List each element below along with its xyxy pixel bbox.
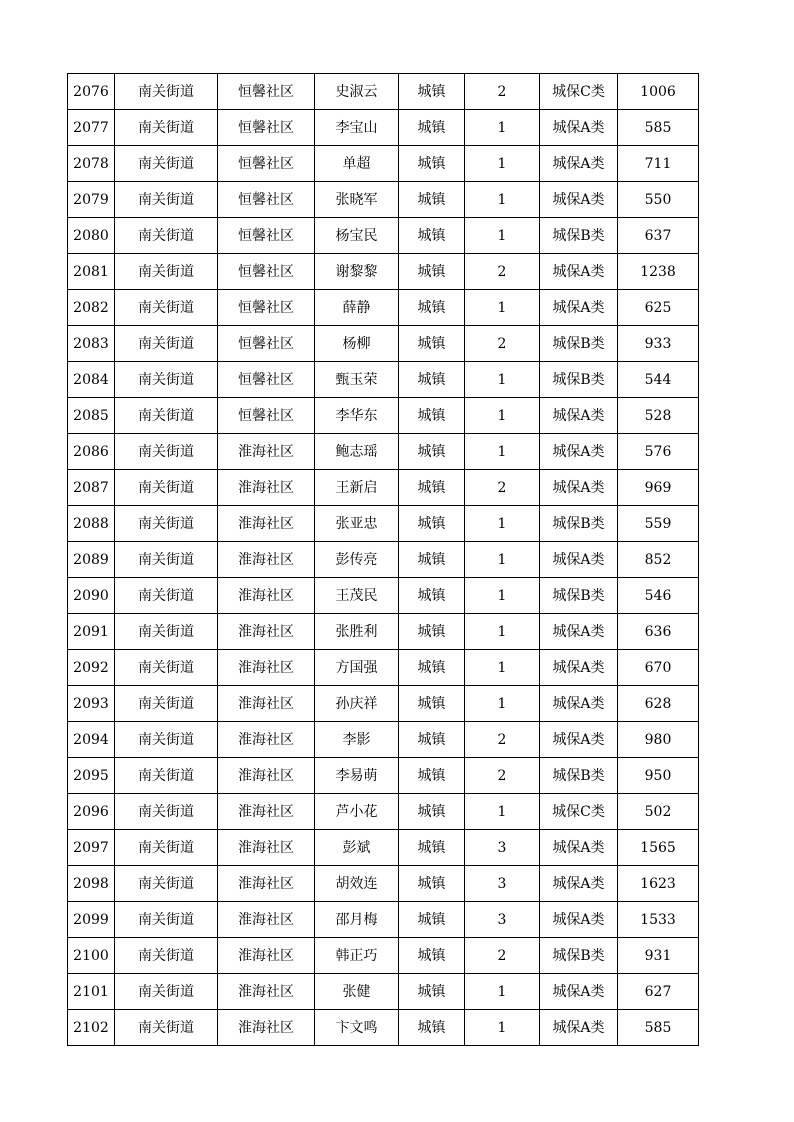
household-type-cell: 城镇 bbox=[399, 362, 465, 398]
table-row bbox=[68, 110, 699, 146]
community-cell: 淮海社区 bbox=[218, 470, 315, 506]
insurance-category-cell: 城保A类 bbox=[540, 110, 618, 146]
street-cell: 南关街道 bbox=[115, 686, 218, 722]
household-type-cell: 城镇 bbox=[399, 110, 465, 146]
person-name-cell: 李华东 bbox=[315, 398, 399, 434]
amount-cell: 969 bbox=[618, 470, 699, 506]
table-row bbox=[68, 146, 699, 182]
amount-cell: 585 bbox=[618, 110, 699, 146]
community-cell: 淮海社区 bbox=[218, 434, 315, 470]
row-id-cell: 2095 bbox=[68, 758, 115, 794]
insurance-category-cell: 城保A类 bbox=[540, 182, 618, 218]
street-cell: 南关街道 bbox=[115, 938, 218, 974]
insurance-category-cell: 城保A类 bbox=[540, 1010, 618, 1046]
community-cell: 恒馨社区 bbox=[218, 362, 315, 398]
table-row bbox=[68, 866, 699, 902]
member-count-cell: 1 bbox=[465, 1010, 540, 1046]
insurance-category-cell: 城保B类 bbox=[540, 758, 618, 794]
amount-cell: 636 bbox=[618, 614, 699, 650]
community-cell: 恒馨社区 bbox=[218, 254, 315, 290]
street-cell: 南关街道 bbox=[115, 650, 218, 686]
table-row bbox=[68, 326, 699, 362]
street-cell: 南关街道 bbox=[115, 830, 218, 866]
street-cell: 南关街道 bbox=[115, 146, 218, 182]
insurance-category-cell: 城保A类 bbox=[540, 614, 618, 650]
street-cell: 南关街道 bbox=[115, 614, 218, 650]
member-count-cell: 1 bbox=[465, 434, 540, 470]
street-cell: 南关街道 bbox=[115, 866, 218, 902]
person-name-cell: 卞文鸣 bbox=[315, 1010, 399, 1046]
household-type-cell: 城镇 bbox=[399, 542, 465, 578]
street-cell: 南关街道 bbox=[115, 1010, 218, 1046]
row-id-cell: 2100 bbox=[68, 938, 115, 974]
insurance-category-cell: 城保A类 bbox=[540, 146, 618, 182]
person-name-cell: 韩正巧 bbox=[315, 938, 399, 974]
table-row bbox=[68, 758, 699, 794]
row-id-cell: 2089 bbox=[68, 542, 115, 578]
street-cell: 南关街道 bbox=[115, 74, 218, 110]
community-cell: 淮海社区 bbox=[218, 722, 315, 758]
person-name-cell: 张胜利 bbox=[315, 614, 399, 650]
row-id-cell: 2093 bbox=[68, 686, 115, 722]
amount-cell: 585 bbox=[618, 1010, 699, 1046]
household-type-cell: 城镇 bbox=[399, 830, 465, 866]
table-row bbox=[68, 506, 699, 542]
household-type-cell: 城镇 bbox=[399, 254, 465, 290]
person-name-cell: 王新启 bbox=[315, 470, 399, 506]
household-type-cell: 城镇 bbox=[399, 938, 465, 974]
community-cell: 淮海社区 bbox=[218, 578, 315, 614]
member-count-cell: 2 bbox=[465, 722, 540, 758]
table-row bbox=[68, 398, 699, 434]
community-cell: 淮海社区 bbox=[218, 794, 315, 830]
member-count-cell: 2 bbox=[465, 470, 540, 506]
row-id-cell: 2098 bbox=[68, 866, 115, 902]
community-cell: 淮海社区 bbox=[218, 902, 315, 938]
row-id-cell: 2085 bbox=[68, 398, 115, 434]
member-count-cell: 1 bbox=[465, 974, 540, 1010]
row-id-cell: 2096 bbox=[68, 794, 115, 830]
person-name-cell: 张晓军 bbox=[315, 182, 399, 218]
community-cell: 淮海社区 bbox=[218, 542, 315, 578]
street-cell: 南关街道 bbox=[115, 974, 218, 1010]
table-row bbox=[68, 74, 699, 110]
household-type-cell: 城镇 bbox=[399, 794, 465, 830]
insurance-category-cell: 城保A类 bbox=[540, 974, 618, 1010]
person-name-cell: 芦小花 bbox=[315, 794, 399, 830]
street-cell: 南关街道 bbox=[115, 542, 218, 578]
amount-cell: 637 bbox=[618, 218, 699, 254]
amount-cell: 1565 bbox=[618, 830, 699, 866]
amount-cell: 576 bbox=[618, 434, 699, 470]
household-type-cell: 城镇 bbox=[399, 1010, 465, 1046]
community-cell: 淮海社区 bbox=[218, 686, 315, 722]
community-cell: 淮海社区 bbox=[218, 506, 315, 542]
row-id-cell: 2102 bbox=[68, 1010, 115, 1046]
household-type-cell: 城镇 bbox=[399, 74, 465, 110]
insurance-category-cell: 城保A类 bbox=[540, 866, 618, 902]
member-count-cell: 1 bbox=[465, 110, 540, 146]
row-id-cell: 2091 bbox=[68, 614, 115, 650]
person-name-cell: 鲍志瑶 bbox=[315, 434, 399, 470]
amount-cell: 670 bbox=[618, 650, 699, 686]
person-name-cell: 甄玉荣 bbox=[315, 362, 399, 398]
community-cell: 淮海社区 bbox=[218, 938, 315, 974]
member-count-cell: 1 bbox=[465, 182, 540, 218]
amount-cell: 852 bbox=[618, 542, 699, 578]
amount-cell: 1238 bbox=[618, 254, 699, 290]
street-cell: 南关街道 bbox=[115, 578, 218, 614]
amount-cell: 550 bbox=[618, 182, 699, 218]
person-name-cell: 方国强 bbox=[315, 650, 399, 686]
household-type-cell: 城镇 bbox=[399, 686, 465, 722]
row-id-cell: 2087 bbox=[68, 470, 115, 506]
member-count-cell: 3 bbox=[465, 830, 540, 866]
table-row bbox=[68, 290, 699, 326]
household-type-cell: 城镇 bbox=[399, 902, 465, 938]
member-count-cell: 1 bbox=[465, 650, 540, 686]
insurance-category-cell: 城保A类 bbox=[540, 650, 618, 686]
row-id-cell: 2086 bbox=[68, 434, 115, 470]
street-cell: 南关街道 bbox=[115, 254, 218, 290]
community-cell: 淮海社区 bbox=[218, 830, 315, 866]
insurance-category-cell: 城保B类 bbox=[540, 938, 618, 974]
member-count-cell: 1 bbox=[465, 578, 540, 614]
member-count-cell: 1 bbox=[465, 398, 540, 434]
street-cell: 南关街道 bbox=[115, 506, 218, 542]
amount-cell: 546 bbox=[618, 578, 699, 614]
table-row bbox=[68, 1010, 699, 1046]
row-id-cell: 2080 bbox=[68, 218, 115, 254]
community-cell: 恒馨社区 bbox=[218, 218, 315, 254]
insurance-category-cell: 城保A类 bbox=[540, 434, 618, 470]
community-cell: 淮海社区 bbox=[218, 614, 315, 650]
community-cell: 淮海社区 bbox=[218, 974, 315, 1010]
amount-cell: 627 bbox=[618, 974, 699, 1010]
table-row bbox=[68, 542, 699, 578]
community-cell: 恒馨社区 bbox=[218, 326, 315, 362]
community-cell: 淮海社区 bbox=[218, 758, 315, 794]
insurance-category-cell: 城保B类 bbox=[540, 362, 618, 398]
household-type-cell: 城镇 bbox=[399, 182, 465, 218]
household-type-cell: 城镇 bbox=[399, 974, 465, 1010]
table-row bbox=[68, 830, 699, 866]
row-id-cell: 2090 bbox=[68, 578, 115, 614]
amount-cell: 980 bbox=[618, 722, 699, 758]
insurance-category-cell: 城保B类 bbox=[540, 506, 618, 542]
member-count-cell: 1 bbox=[465, 686, 540, 722]
member-count-cell: 1 bbox=[465, 614, 540, 650]
member-count-cell: 1 bbox=[465, 794, 540, 830]
amount-cell: 628 bbox=[618, 686, 699, 722]
member-count-cell: 2 bbox=[465, 938, 540, 974]
amount-cell: 711 bbox=[618, 146, 699, 182]
street-cell: 南关街道 bbox=[115, 290, 218, 326]
table-row bbox=[68, 794, 699, 830]
member-count-cell: 2 bbox=[465, 254, 540, 290]
member-count-cell: 1 bbox=[465, 506, 540, 542]
community-cell: 恒馨社区 bbox=[218, 182, 315, 218]
household-type-cell: 城镇 bbox=[399, 866, 465, 902]
table-row bbox=[68, 470, 699, 506]
community-cell: 淮海社区 bbox=[218, 866, 315, 902]
household-type-cell: 城镇 bbox=[399, 506, 465, 542]
row-id-cell: 2079 bbox=[68, 182, 115, 218]
insurance-category-cell: 城保C类 bbox=[540, 794, 618, 830]
community-cell: 恒馨社区 bbox=[218, 398, 315, 434]
row-id-cell: 2076 bbox=[68, 74, 115, 110]
roster-body bbox=[68, 74, 699, 1046]
table-row bbox=[68, 938, 699, 974]
row-id-cell: 2092 bbox=[68, 650, 115, 686]
street-cell: 南关街道 bbox=[115, 470, 218, 506]
insurance-category-cell: 城保A类 bbox=[540, 830, 618, 866]
row-id-cell: 2077 bbox=[68, 110, 115, 146]
household-type-cell: 城镇 bbox=[399, 326, 465, 362]
person-name-cell: 彭传亮 bbox=[315, 542, 399, 578]
person-name-cell: 王茂民 bbox=[315, 578, 399, 614]
household-type-cell: 城镇 bbox=[399, 470, 465, 506]
insurance-category-cell: 城保B类 bbox=[540, 218, 618, 254]
table-row bbox=[68, 650, 699, 686]
person-name-cell: 史淑云 bbox=[315, 74, 399, 110]
member-count-cell: 1 bbox=[465, 146, 540, 182]
member-count-cell: 1 bbox=[465, 362, 540, 398]
table-row bbox=[68, 182, 699, 218]
row-id-cell: 2097 bbox=[68, 830, 115, 866]
person-name-cell: 张亚忠 bbox=[315, 506, 399, 542]
row-id-cell: 2099 bbox=[68, 902, 115, 938]
community-cell: 恒馨社区 bbox=[218, 74, 315, 110]
person-name-cell: 杨宝民 bbox=[315, 218, 399, 254]
household-type-cell: 城镇 bbox=[399, 398, 465, 434]
household-type-cell: 城镇 bbox=[399, 146, 465, 182]
table-row bbox=[68, 578, 699, 614]
amount-cell: 502 bbox=[618, 794, 699, 830]
member-count-cell: 2 bbox=[465, 758, 540, 794]
table-row bbox=[68, 902, 699, 938]
table-row bbox=[68, 722, 699, 758]
row-id-cell: 2084 bbox=[68, 362, 115, 398]
household-type-cell: 城镇 bbox=[399, 614, 465, 650]
person-name-cell: 李影 bbox=[315, 722, 399, 758]
table-row bbox=[68, 974, 699, 1010]
member-count-cell: 1 bbox=[465, 542, 540, 578]
row-id-cell: 2083 bbox=[68, 326, 115, 362]
table-row bbox=[68, 362, 699, 398]
amount-cell: 1006 bbox=[618, 74, 699, 110]
person-name-cell: 孙庆祥 bbox=[315, 686, 399, 722]
street-cell: 南关街道 bbox=[115, 182, 218, 218]
community-cell: 恒馨社区 bbox=[218, 146, 315, 182]
community-cell: 恒馨社区 bbox=[218, 290, 315, 326]
person-name-cell: 李宝山 bbox=[315, 110, 399, 146]
row-id-cell: 2101 bbox=[68, 974, 115, 1010]
street-cell: 南关街道 bbox=[115, 326, 218, 362]
amount-cell: 931 bbox=[618, 938, 699, 974]
insurance-category-cell: 城保A类 bbox=[540, 902, 618, 938]
street-cell: 南关街道 bbox=[115, 110, 218, 146]
household-type-cell: 城镇 bbox=[399, 290, 465, 326]
household-type-cell: 城镇 bbox=[399, 722, 465, 758]
insurance-category-cell: 城保B类 bbox=[540, 326, 618, 362]
member-count-cell: 1 bbox=[465, 218, 540, 254]
household-type-cell: 城镇 bbox=[399, 758, 465, 794]
insurance-category-cell: 城保A类 bbox=[540, 398, 618, 434]
person-name-cell: 邵月梅 bbox=[315, 902, 399, 938]
table-row bbox=[68, 434, 699, 470]
table-row bbox=[68, 686, 699, 722]
table-row bbox=[68, 614, 699, 650]
table-row bbox=[68, 254, 699, 290]
insurance-category-cell: 城保B类 bbox=[540, 578, 618, 614]
community-cell: 淮海社区 bbox=[218, 1010, 315, 1046]
insurance-category-cell: 城保A类 bbox=[540, 290, 618, 326]
street-cell: 南关街道 bbox=[115, 722, 218, 758]
row-id-cell: 2081 bbox=[68, 254, 115, 290]
amount-cell: 1623 bbox=[618, 866, 699, 902]
insurance-category-cell: 城保A类 bbox=[540, 254, 618, 290]
street-cell: 南关街道 bbox=[115, 902, 218, 938]
insurance-category-cell: 城保A类 bbox=[540, 470, 618, 506]
street-cell: 南关街道 bbox=[115, 434, 218, 470]
member-count-cell: 1 bbox=[465, 290, 540, 326]
community-cell: 淮海社区 bbox=[218, 650, 315, 686]
row-id-cell: 2088 bbox=[68, 506, 115, 542]
member-count-cell: 3 bbox=[465, 866, 540, 902]
amount-cell: 625 bbox=[618, 290, 699, 326]
member-count-cell: 3 bbox=[465, 902, 540, 938]
person-name-cell: 单超 bbox=[315, 146, 399, 182]
street-cell: 南关街道 bbox=[115, 758, 218, 794]
insurance-category-cell: 城保A类 bbox=[540, 686, 618, 722]
amount-cell: 933 bbox=[618, 326, 699, 362]
amount-cell: 1533 bbox=[618, 902, 699, 938]
amount-cell: 559 bbox=[618, 506, 699, 542]
person-name-cell: 杨柳 bbox=[315, 326, 399, 362]
person-name-cell: 张健 bbox=[315, 974, 399, 1010]
roster-table bbox=[67, 73, 699, 1046]
community-cell: 恒馨社区 bbox=[218, 110, 315, 146]
row-id-cell: 2094 bbox=[68, 722, 115, 758]
insurance-category-cell: 城保A类 bbox=[540, 542, 618, 578]
amount-cell: 528 bbox=[618, 398, 699, 434]
member-count-cell: 2 bbox=[465, 326, 540, 362]
table-row bbox=[68, 218, 699, 254]
amount-cell: 950 bbox=[618, 758, 699, 794]
person-name-cell: 彭斌 bbox=[315, 830, 399, 866]
member-count-cell: 2 bbox=[465, 74, 540, 110]
row-id-cell: 2082 bbox=[68, 290, 115, 326]
person-name-cell: 李易萌 bbox=[315, 758, 399, 794]
household-type-cell: 城镇 bbox=[399, 434, 465, 470]
insurance-category-cell: 城保A类 bbox=[540, 722, 618, 758]
amount-cell: 544 bbox=[618, 362, 699, 398]
street-cell: 南关街道 bbox=[115, 794, 218, 830]
street-cell: 南关街道 bbox=[115, 218, 218, 254]
person-name-cell: 胡效连 bbox=[315, 866, 399, 902]
person-name-cell: 薛静 bbox=[315, 290, 399, 326]
household-type-cell: 城镇 bbox=[399, 218, 465, 254]
street-cell: 南关街道 bbox=[115, 398, 218, 434]
insurance-category-cell: 城保C类 bbox=[540, 74, 618, 110]
street-cell: 南关街道 bbox=[115, 362, 218, 398]
person-name-cell: 谢黎黎 bbox=[315, 254, 399, 290]
household-type-cell: 城镇 bbox=[399, 650, 465, 686]
row-id-cell: 2078 bbox=[68, 146, 115, 182]
household-type-cell: 城镇 bbox=[399, 578, 465, 614]
